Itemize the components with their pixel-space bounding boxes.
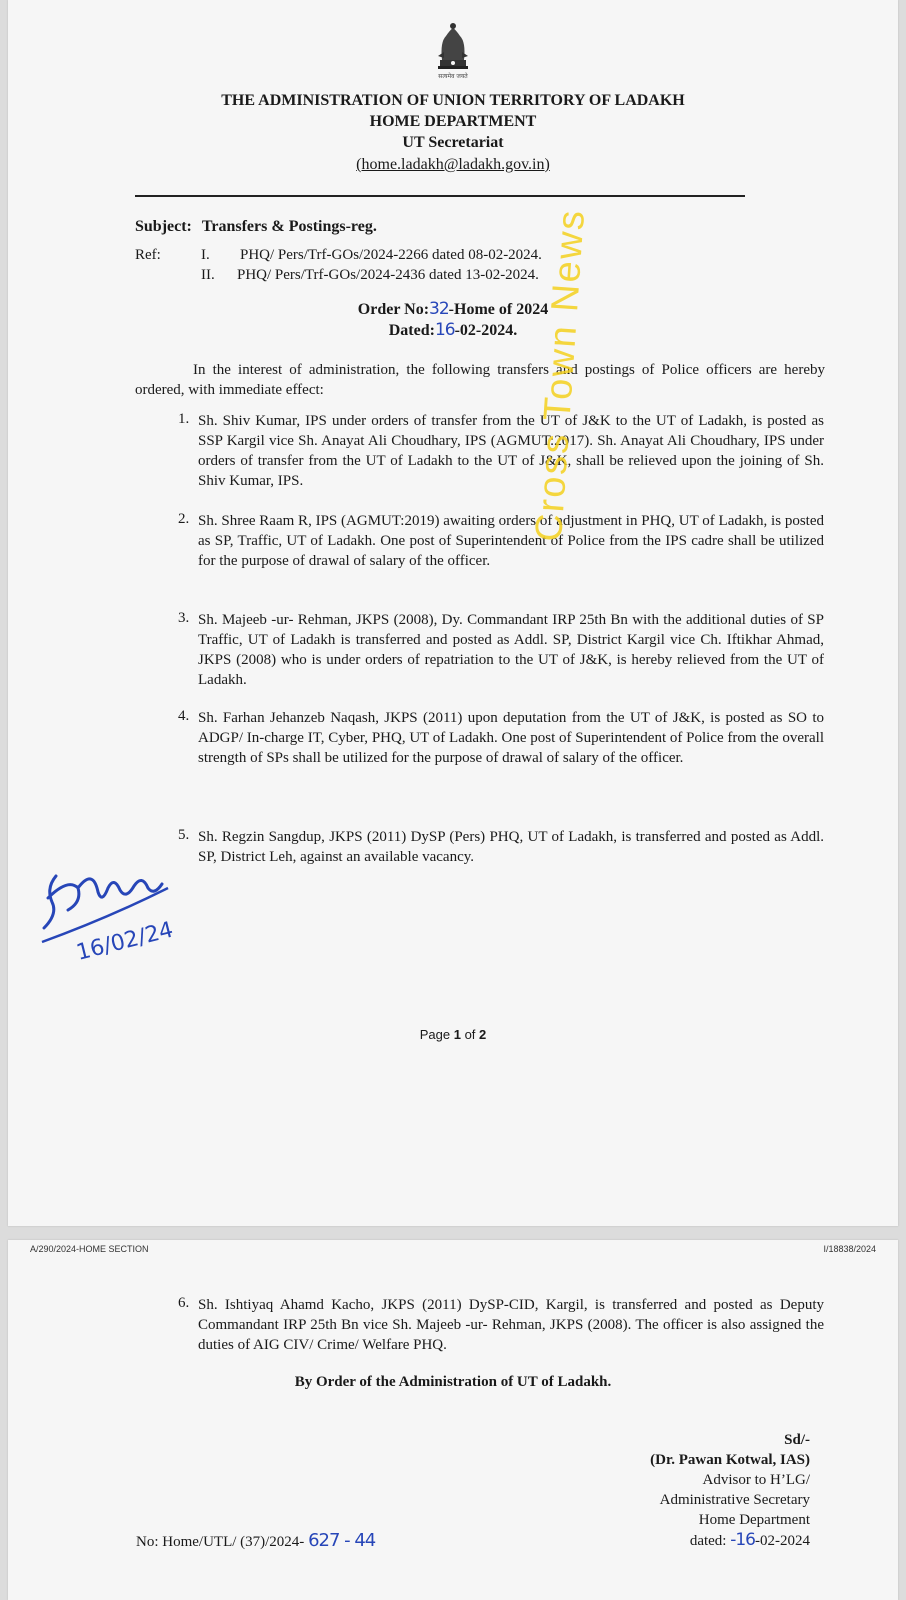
handwritten-signature xyxy=(38,858,198,966)
signatory-title-1: Advisor to H’LG/ xyxy=(702,1472,810,1488)
item-1-num: 1. xyxy=(178,411,190,427)
item-2-num: 2. xyxy=(178,511,190,527)
item-3-text: Sh. Majeeb -ur- Rehman, JKPS (2008), Dy. Commandant IRP 25th Bn with the additional duties of SP Traffic, UT of Ladakh is transferred and posted as Addl. SP, District Kargil vice Ch. Iftikhar Ahmad, JKPS (2008) who is under orders of repatriation to the UT of J&K, is hereby relieved from the UT of Ladakh. xyxy=(198,612,824,688)
emblem-motto: सत्यमेव जयते xyxy=(438,73,468,80)
document-page-1 xyxy=(8,0,898,1226)
handwritten-sign-date: -16 xyxy=(730,1530,755,1550)
signatory-name: (Dr. Pawan Kotwal, IAS) xyxy=(650,1452,810,1468)
reference-number: No: Home/UTL/ (37)/2024- 627 - 44 xyxy=(136,1530,376,1551)
item-6-num: 6. xyxy=(178,1295,190,1311)
item-2-text: Sh. Shree Raam R, IPS (AGMUT:2019) awaiting orders of adjustment in PHQ, UT of Ladakh, is posted as SP, Traffic, UT of Ladakh. One post of Superintendent of Police from the IPS cadre shall be utilized for the purpose of drawal of salary of the officer. xyxy=(198,513,824,569)
item-4-num: 4. xyxy=(178,708,190,724)
header-line-3: UT Secretariat xyxy=(402,134,504,151)
handwritten-ref-number: 627 - 44 xyxy=(308,1530,376,1551)
header-divider xyxy=(135,195,745,197)
item-3-num: 3. xyxy=(178,610,190,626)
signatory-title-3: Home Department xyxy=(698,1512,810,1528)
item-1-text: Sh. Shiv Kumar, IPS under orders of transfer from the UT of J&K to the UT of Ladakh, is posted as SSP Kargil vice Sh. Anayat Ali Choudhary, IPS (AGMUT:2017). Sh. Anayat Ali Choudhary, IPS under orders of transfer from the UT of Ladakh to the UT of J&K, shall be relieved upon the joining of Sh. Shiv Kumar, IPS. xyxy=(198,413,824,489)
header-line-1: THE ADMINISTRATION OF UNION TERRITORY OF LADAKH xyxy=(221,92,685,109)
item-5-num: 5. xyxy=(178,827,190,843)
document-page-2 xyxy=(8,1240,898,1600)
ref-2-text: PHQ/ Pers/Trf-GOs/2024-2436 dated 13-02-2024. xyxy=(237,267,539,283)
subject-text: Transfers & Postings-reg. xyxy=(201,218,377,235)
item-5-text: Sh. Regzin Sangdup, JKPS (2011) DySP (Pers) PHQ, UT of Ladakh, is transferred and posted as Addl. SP, District Leh, against an available vacancy. xyxy=(198,829,824,865)
signatory-title-2: Administrative Secretary xyxy=(659,1492,810,1508)
order-date: Dated:16-02-2024. xyxy=(388,320,518,340)
ref-1-num: I. xyxy=(201,247,210,263)
handwritten-order-number: 32 xyxy=(429,299,449,319)
signature-date: dated: -16-02-2024 xyxy=(689,1530,810,1550)
file-number-left: A/290/2024-HOME SECTION xyxy=(30,1244,149,1254)
header-line-2: HOME DEPARTMENT xyxy=(369,113,537,130)
svg-text:16/02/24: 16/02/24 xyxy=(73,917,176,966)
page-indicator: Page 1 of 2 xyxy=(419,1027,487,1042)
item-4-text: Sh. Farhan Jehanzeb Naqash, JKPS (2011) upon deputation from the UT of J&K, is posted as SO to ADGP/ In-charge IT, Cyber, PHQ, UT of Ladakh. One post of Superintendent of Police from the overall strength of SPs shall be utilized for the purpose of drawal of salary of the officer. xyxy=(198,710,824,766)
watermark: Cross Town News xyxy=(528,207,594,543)
signature-block xyxy=(650,1430,810,1551)
handwritten-order-date: 16 xyxy=(434,320,455,340)
ref-label: Ref: xyxy=(135,247,161,263)
intro-paragraph: In the interest of administration, the following transfers and postings of Police officers are hereby ordered, with immediate effect: xyxy=(135,362,825,398)
file-number-right: I/18838/2024 xyxy=(823,1244,876,1254)
ref-1-text: PHQ/ Pers/Trf-GOs/2024-2266 dated 08-02-2024. xyxy=(240,247,542,263)
subject-line xyxy=(135,218,377,236)
order-number: Order No:32-Home of 2024 xyxy=(357,299,549,319)
item-6-text: Sh. Ishtiyaq Ahamd Kacho, JKPS (2011) DySP-CID, Kargil, is transferred and posted as Deputy Commandant IRP 25th Bn vice Sh. Majeeb -ur- Rehman, JKPS (2008). The officer is also assigned the duties of AIG CIV/ Crime/ Welfare PHQ. xyxy=(198,1297,824,1353)
ref-2-num: II. xyxy=(201,267,215,283)
sd-mark: Sd/- xyxy=(784,1432,810,1448)
header-email[interactable]: (home.ladakh@ladakh.gov.in) xyxy=(356,156,550,173)
subject-label: Subject: xyxy=(135,218,192,235)
by-order-line: By Order of the Administration of UT of Ladakh. xyxy=(294,1374,612,1390)
